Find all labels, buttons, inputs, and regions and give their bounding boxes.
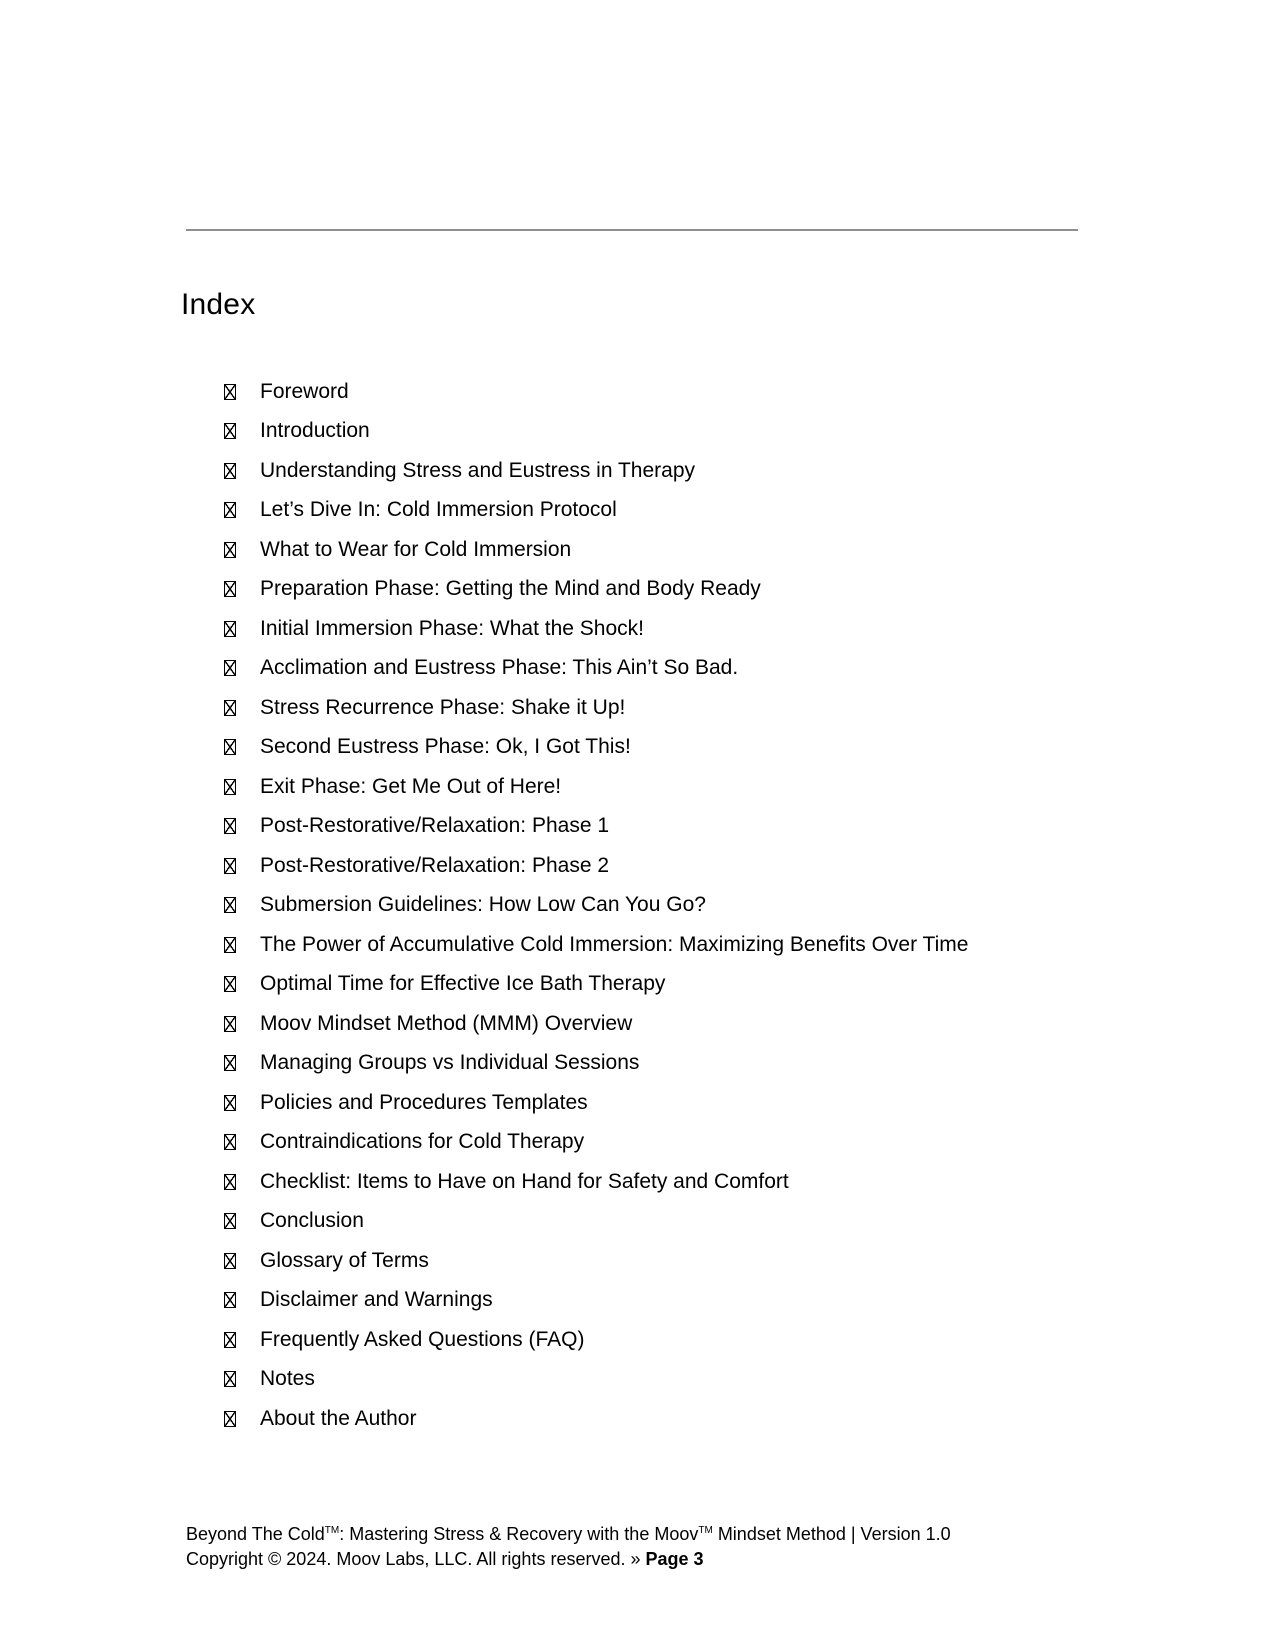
missing-glyph-bullet-icon [224, 1332, 236, 1348]
list-item [224, 649, 968, 689]
list-item-label: Managing Groups vs Individual Sessions [260, 1051, 640, 1075]
list-item [224, 372, 968, 412]
footer-doc-name: Beyond The Cold [186, 1524, 325, 1544]
footer-version: Mindset Method | Version 1.0 [712, 1524, 951, 1544]
list-item [224, 609, 968, 649]
list-item-label: Post-Restorative/Relaxation: Phase 1 [260, 814, 610, 838]
list-item-label: Second Eustress Phase: Ok, I Got This! [260, 735, 631, 759]
list-item-label: Policies and Procedures Templates [260, 1090, 588, 1114]
list-item-label: Exit Phase: Get Me Out of Here! [260, 774, 562, 798]
missing-glyph-bullet-icon [224, 897, 236, 913]
footer-line-1 [186, 1522, 951, 1547]
missing-glyph-bullet-icon [224, 1371, 236, 1387]
list-item [224, 1399, 968, 1439]
missing-glyph-bullet-icon [224, 976, 236, 992]
list-item [224, 1123, 968, 1163]
list-item [224, 767, 968, 807]
list-item-label: The Power of Accumulative Cold Immersion: Maximizing Benefits Over Time [260, 932, 969, 956]
missing-glyph-bullet-icon [224, 660, 236, 676]
footer-line-2 [186, 1547, 951, 1572]
list-item-label: Let’s Dive In: Cold Immersion Protocol [260, 498, 617, 522]
list-item [224, 1281, 968, 1321]
trademark-symbol: TM [698, 1525, 713, 1536]
missing-glyph-bullet-icon [224, 502, 236, 518]
page-number: Page 3 [645, 1549, 704, 1569]
list-item [224, 1360, 968, 1400]
list-item [224, 570, 968, 610]
list-item [224, 1044, 968, 1084]
list-item-label: Conclusion [260, 1209, 364, 1233]
list-item [224, 1083, 968, 1123]
list-item-label: Stress Recurrence Phase: Shake it Up! [260, 695, 626, 719]
missing-glyph-bullet-icon [224, 700, 236, 716]
missing-glyph-bullet-icon [224, 818, 236, 834]
missing-glyph-bullet-icon [224, 739, 236, 755]
list-item-label: Checklist: Items to Have on Hand for Safety and Comfort [260, 1169, 789, 1193]
list-item [224, 1004, 968, 1044]
list-item [224, 846, 968, 886]
list-item [224, 925, 968, 965]
list-item [224, 688, 968, 728]
list-item [224, 491, 968, 531]
list-item-label: Preparation Phase: Getting the Mind and Body Ready [260, 577, 761, 601]
list-item-label: Moov Mindset Method (MMM) Overview [260, 1011, 633, 1035]
list-item-label: Frequently Asked Questions (FAQ) [260, 1327, 585, 1351]
list-item-label: Contraindications for Cold Therapy [260, 1130, 585, 1154]
list-item-label: Optimal Time for Effective Ice Bath Therapy [260, 972, 666, 996]
footer-copyright: Copyright © 2024. Moov Labs, LLC. All rights reserved. » [186, 1549, 646, 1569]
missing-glyph-bullet-icon [224, 581, 236, 597]
missing-glyph-bullet-icon [224, 463, 236, 479]
missing-glyph-bullet-icon [224, 1134, 236, 1150]
index-list [224, 372, 968, 1439]
list-item-label: Introduction [260, 419, 370, 443]
list-item [224, 1241, 968, 1281]
list-item [224, 965, 968, 1005]
page-title: Index [181, 288, 256, 322]
list-item-label: Disclaimer and Warnings [260, 1288, 493, 1312]
missing-glyph-bullet-icon [224, 1095, 236, 1111]
trademark-symbol: TM [324, 1525, 340, 1536]
list-item-label: Post-Restorative/Relaxation: Phase 2 [260, 853, 610, 877]
list-item-label: What to Wear for Cold Immersion [260, 537, 572, 561]
list-item-label: Notes [260, 1367, 315, 1391]
page-footer [186, 1522, 951, 1572]
list-item-label: Initial Immersion Phase: What the Shock! [260, 616, 644, 640]
list-item-label: Understanding Stress and Eustress in Therapy [260, 458, 696, 482]
list-item-label: Foreword [260, 379, 349, 403]
list-item [224, 728, 968, 768]
missing-glyph-bullet-icon [224, 1292, 236, 1308]
list-item [224, 1202, 968, 1242]
list-item-label: Glossary of Terms [260, 1248, 429, 1272]
list-item [224, 412, 968, 452]
list-item-label: About the Author [260, 1406, 417, 1430]
missing-glyph-bullet-icon [224, 858, 236, 874]
missing-glyph-bullet-icon [224, 1213, 236, 1229]
missing-glyph-bullet-icon [224, 1055, 236, 1071]
missing-glyph-bullet-icon [224, 1411, 236, 1427]
missing-glyph-bullet-icon [224, 1174, 236, 1190]
missing-glyph-bullet-icon [224, 542, 236, 558]
missing-glyph-bullet-icon [224, 423, 236, 439]
list-item [224, 530, 968, 570]
missing-glyph-bullet-icon [224, 779, 236, 795]
list-item [224, 1320, 968, 1360]
horizontal-rule [186, 229, 1078, 231]
list-item [224, 451, 968, 491]
missing-glyph-bullet-icon [224, 1253, 236, 1269]
list-item [224, 807, 968, 847]
missing-glyph-bullet-icon [224, 384, 236, 400]
missing-glyph-bullet-icon [224, 937, 236, 953]
missing-glyph-bullet-icon [224, 621, 236, 637]
list-item [224, 886, 968, 926]
list-item-label: Acclimation and Eustress Phase: This Ain’t So Bad. [260, 656, 739, 680]
footer-subtitle: : Mastering Stress & Recovery with the Moov [339, 1524, 699, 1544]
list-item [224, 1162, 968, 1202]
list-item-label: Submersion Guidelines: How Low Can You Go? [260, 893, 706, 917]
missing-glyph-bullet-icon [224, 1016, 236, 1032]
